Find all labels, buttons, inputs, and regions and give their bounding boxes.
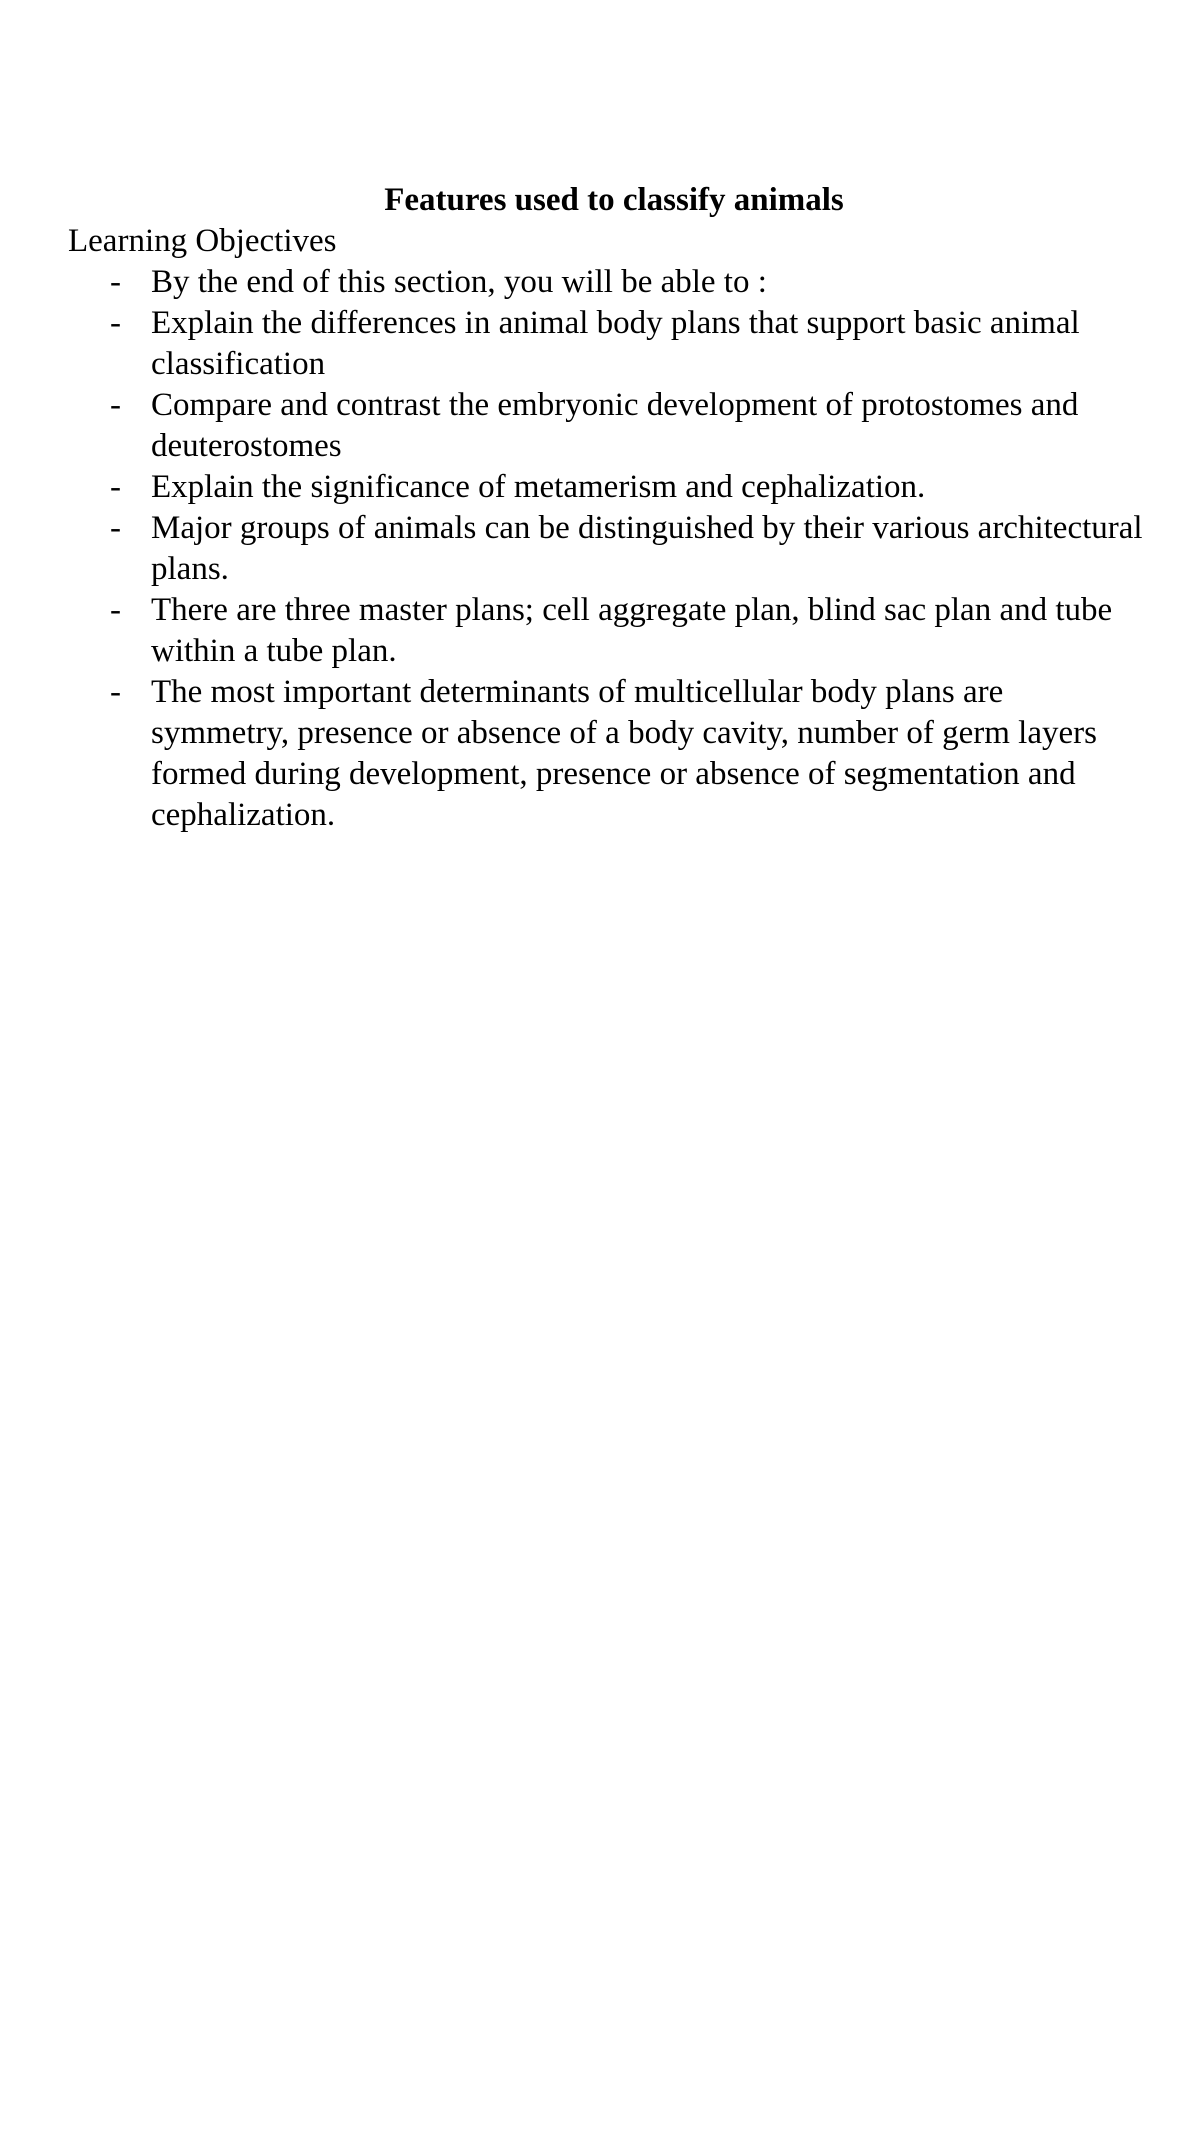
list-item-text: There are three master plans; cell aggregate plan, blind sac plan and tube within a tube plan. (151, 592, 1113, 669)
list-item (68, 262, 1143, 303)
bullet-dash: - (110, 592, 121, 628)
section-heading: Learning Objectives (68, 223, 337, 259)
bullet-dash: - (110, 469, 121, 505)
list-item (68, 590, 1143, 672)
list-item-text: By the end of this section, you will be able to : (151, 264, 767, 300)
objectives-list (68, 262, 1143, 836)
list-item (68, 385, 1143, 467)
document-body (68, 180, 1143, 836)
list-item-text: Explain the significance of metamerism and cephalization. (151, 469, 926, 505)
list-item (68, 467, 1143, 508)
list-item-text: The most important determinants of multicellular body plans are symmetry, presence or absence of a body cavity, number of germ layers formed during development, presence or absence of segmentation and cephalization. (151, 674, 1097, 833)
bullet-dash: - (110, 510, 121, 546)
bullet-dash: - (110, 387, 121, 423)
document-title: Features used to classify animals (384, 182, 844, 218)
bullet-dash: - (110, 674, 121, 710)
bullet-dash: - (110, 305, 121, 341)
list-item (68, 303, 1143, 385)
list-item-text: Explain the differences in animal body plans that support basic animal classification (151, 305, 1080, 382)
list-item-text: Major groups of animals can be distinguished by their various architectural plans. (151, 510, 1143, 587)
list-item (68, 508, 1143, 590)
list-item-text: Compare and contrast the embryonic development of protostomes and deuterostomes (151, 387, 1079, 464)
bullet-dash: - (110, 264, 121, 300)
list-item (68, 672, 1143, 836)
